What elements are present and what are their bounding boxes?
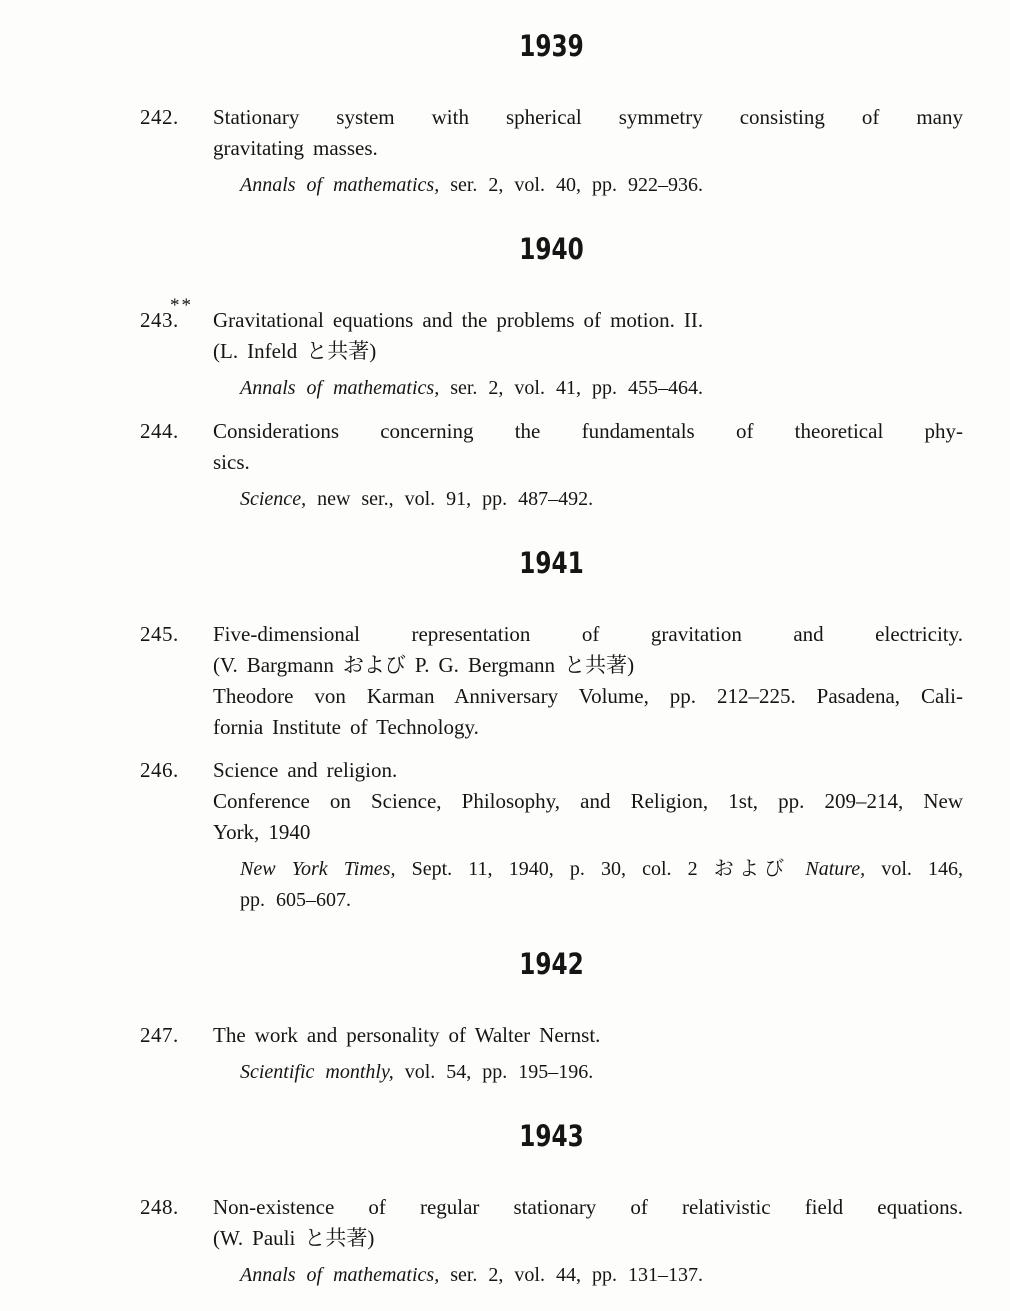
text-segment: vol. 54, pp. 195–196. bbox=[393, 1061, 594, 1083]
text-segment: gravitating masses. bbox=[213, 136, 378, 160]
text-segment: Annals of mathematics, bbox=[240, 174, 440, 196]
title-line bbox=[213, 619, 963, 650]
bibliography-entry bbox=[140, 619, 963, 743]
entry-number: 248. bbox=[140, 1195, 179, 1219]
title-block bbox=[213, 416, 963, 478]
citation-block bbox=[240, 854, 963, 916]
entry-body bbox=[213, 1192, 963, 1291]
text-segment: ser. 2, vol. 40, pp. 922–936. bbox=[439, 174, 703, 196]
text-segment: Gravitational equations and the problems of motion. II. bbox=[213, 308, 704, 332]
text-segment: ser. 2, vol. 44, pp. 131–137. bbox=[439, 1264, 703, 1286]
text-segment: Annals of mathematics, bbox=[240, 377, 440, 399]
year-heading: 1940 bbox=[519, 232, 584, 266]
title-line bbox=[213, 336, 963, 367]
entry-body bbox=[213, 102, 963, 201]
text-segment: (W. Pauli と共著) bbox=[213, 1226, 375, 1250]
bibliography-entry bbox=[140, 1020, 963, 1088]
title-line bbox=[213, 305, 963, 336]
text-segment: Annals of mathematics, bbox=[240, 1264, 440, 1286]
text-segment: vol. 146, bbox=[865, 858, 964, 880]
bibliography-entry bbox=[140, 102, 963, 201]
title-block bbox=[213, 619, 963, 743]
entry-body bbox=[213, 1020, 963, 1088]
text-segment: York, 1940 bbox=[213, 820, 311, 844]
title-line bbox=[213, 786, 963, 817]
text-segment: The work and personality of Walter Nernst. bbox=[213, 1023, 601, 1047]
citation-line bbox=[240, 885, 963, 916]
title-line bbox=[213, 102, 963, 133]
year-section bbox=[140, 1118, 963, 1291]
year-section bbox=[140, 946, 963, 1088]
text-segment: (V. Bargmann および P. G. Bergmann と共著) bbox=[213, 653, 635, 677]
citation-block bbox=[240, 170, 963, 201]
page-content bbox=[140, 20, 963, 1291]
citation-line bbox=[240, 1260, 963, 1291]
entry-number: 243. ** bbox=[140, 305, 213, 336]
entry-body bbox=[213, 305, 963, 404]
citation-line bbox=[240, 170, 963, 201]
title-line bbox=[213, 1223, 963, 1254]
title-line bbox=[213, 650, 963, 681]
text-segment: ser. 2, vol. 41, pp. 455–464. bbox=[439, 377, 703, 399]
bibliography-entry bbox=[140, 295, 963, 404]
title-line bbox=[213, 755, 963, 786]
title-line bbox=[213, 681, 963, 712]
citation-block bbox=[240, 1260, 963, 1291]
title-block bbox=[213, 305, 963, 367]
entry-body bbox=[213, 755, 963, 916]
entry-number: 245. bbox=[140, 622, 179, 646]
title-block bbox=[213, 1192, 963, 1254]
text-segment: fornia Institute of Technology. bbox=[213, 715, 479, 739]
title-block bbox=[213, 102, 963, 164]
citation-block bbox=[240, 484, 963, 515]
entry-number: 244. bbox=[140, 419, 179, 443]
text-segment: Considerations concerning the fundamentals of theoretical phy- bbox=[213, 419, 963, 443]
text-segment: Sept. 11, 1940, p. 30, col. 2 および bbox=[395, 858, 806, 880]
citation-block bbox=[240, 1057, 963, 1088]
text-segment: Science and religion. bbox=[213, 758, 398, 782]
entry-number: 247. bbox=[140, 1023, 179, 1047]
citation-block bbox=[240, 373, 963, 404]
text-segment: sics. bbox=[213, 450, 250, 474]
text-segment: Nature, bbox=[805, 858, 866, 880]
title-line bbox=[213, 416, 963, 447]
text-segment: Stationary system with spherical symmetry consisting of many bbox=[213, 105, 963, 129]
text-segment: Non-existence of regular stationary of relativistic field equations. bbox=[213, 1195, 963, 1219]
text-segment: pp. 605–607. bbox=[240, 889, 351, 911]
text-segment: Scientific monthly, bbox=[240, 1061, 394, 1083]
title-line bbox=[213, 1192, 963, 1223]
entry-number: 242. bbox=[140, 105, 179, 129]
bibliography-entry bbox=[140, 1192, 963, 1291]
title-line bbox=[213, 447, 963, 478]
citation-line bbox=[240, 373, 963, 404]
year-heading: 1943 bbox=[519, 1119, 584, 1153]
bibliography-entry bbox=[140, 755, 963, 916]
citation-line bbox=[240, 1057, 963, 1088]
title-block bbox=[213, 755, 963, 848]
year-section bbox=[140, 545, 963, 916]
text-segment: New York Times, bbox=[240, 858, 396, 880]
entry-body bbox=[213, 416, 963, 515]
text-segment: Conference on Science, Philosophy, and Religion, 1st, pp. 209–214, New bbox=[213, 789, 963, 813]
year-heading: 1939 bbox=[519, 29, 584, 63]
title-line bbox=[213, 1020, 963, 1051]
entry-asterisks-marker: ** bbox=[170, 295, 193, 316]
bibliography-entry bbox=[140, 416, 963, 515]
year-section bbox=[140, 231, 963, 515]
title-line bbox=[213, 133, 963, 164]
text-segment: Five-dimensional representation of gravitation and electricity. bbox=[213, 622, 963, 646]
citation-line bbox=[240, 854, 963, 885]
text-segment: new ser., vol. 91, pp. 487–492. bbox=[306, 488, 594, 510]
text-segment: Science, bbox=[240, 488, 307, 510]
title-line bbox=[213, 817, 963, 848]
text-segment: Theodore von Karman Anniversary Volume, pp. 212–225. Pasadena, Cali- bbox=[213, 684, 963, 708]
citation-line bbox=[240, 484, 963, 515]
text-segment: (L. Infeld と共著) bbox=[213, 339, 377, 363]
year-section bbox=[140, 28, 963, 201]
entry-body bbox=[213, 619, 963, 743]
title-line bbox=[213, 712, 963, 743]
year-heading: 1941 bbox=[519, 546, 584, 580]
year-heading: 1942 bbox=[519, 947, 584, 981]
title-block bbox=[213, 1020, 963, 1051]
entry-number: 246. bbox=[140, 758, 179, 782]
